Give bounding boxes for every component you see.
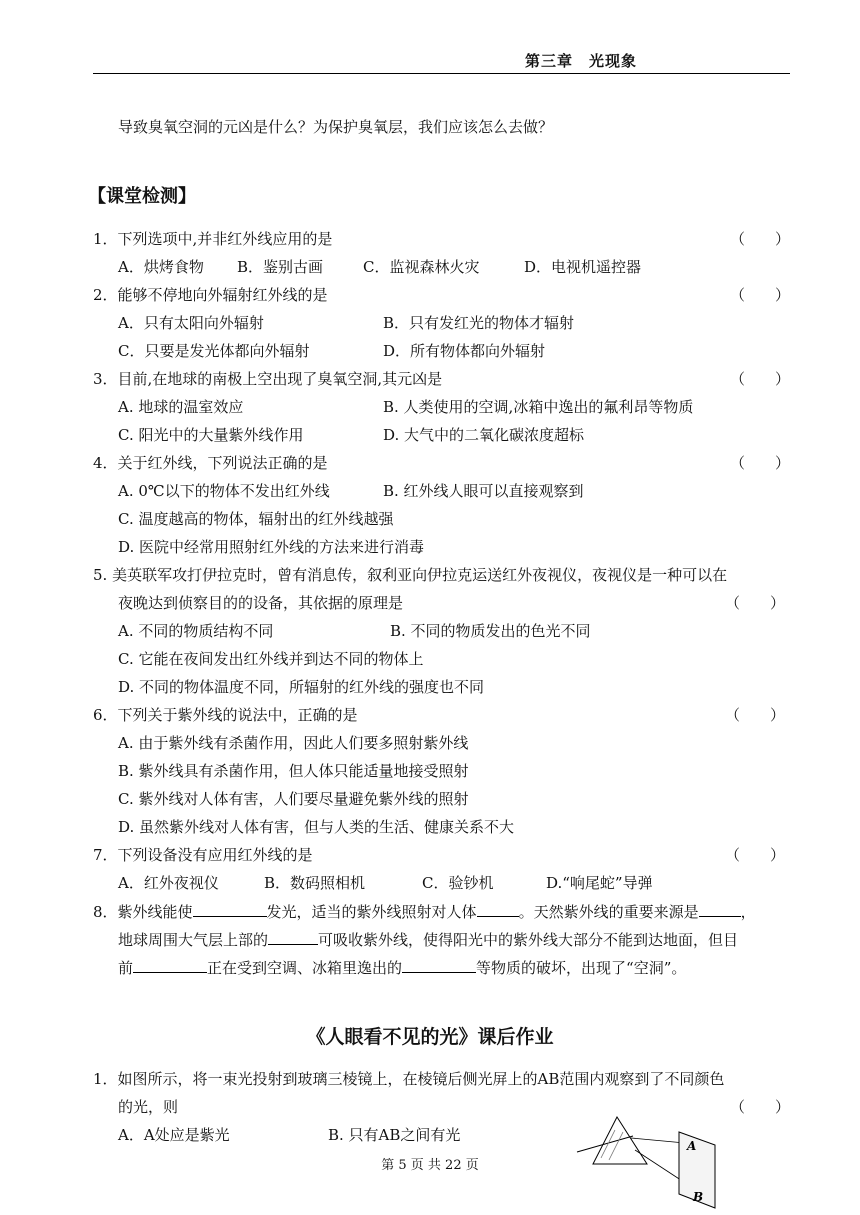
- section-title: 【课堂检测】: [88, 186, 196, 207]
- q6-answer-paren: （ ）: [724, 706, 785, 724]
- q4-option-a: A. 0℃以下的物体不发出红外线: [118, 482, 330, 500]
- q8-blank-6[interactable]: [402, 956, 476, 973]
- q8-line1: 8．紫外线能使 发光，适当的紫外线照射对人体 。天然紫外线的重要来源是 ，: [93, 900, 756, 922]
- q6-option-a: A. 由于紫外线有杀菌作用，因此人们要多照射紫外线: [118, 734, 469, 752]
- q5-option-b: B. 不同的物质发出的色光不同: [390, 622, 591, 640]
- q2-option-d: D．所有物体都向外辐射: [383, 342, 546, 360]
- q1-stem: 1．下列选项中,并非红外线应用的是: [93, 230, 333, 248]
- intro-question: 导致臭氧空洞的元凶是什么？为保护臭氧层，我们应该怎么去做？: [118, 118, 554, 136]
- q8-blank-5[interactable]: [133, 956, 207, 973]
- q7-option-c: C．验钞机: [422, 874, 494, 892]
- q8-line3: 前 正在受到空调、冰箱里逸出的 等物质的破坏，出现了“空洞”。: [118, 956, 686, 978]
- q5-stem-line2: 夜晚达到侦察目的的设备，其依据的原理是: [118, 594, 404, 612]
- q4-answer-paren: （ ）: [729, 454, 790, 472]
- q3-option-c: C. 阳光中的大量紫外线作用: [118, 426, 304, 444]
- q1-option-c: C．监视森林火灾: [363, 258, 480, 276]
- q5-answer-paren: （ ）: [724, 594, 785, 612]
- hw-q1-option-a: A．A处应是紫光: [118, 1126, 230, 1144]
- q4-option-c: C. 温度越高的物体，辐射出的红外线越强: [118, 510, 394, 528]
- q3-option-d: D. 大气中的二氧化碳浓度超标: [383, 426, 585, 444]
- q6-option-b: B. 紫外线具有杀菌作用，但人体只能适量地接受照射: [118, 762, 469, 780]
- q3-option-b: B. 人类使用的空调,冰箱中逸出的氟利昂等物质: [383, 398, 694, 416]
- label-b: B: [693, 1190, 704, 1204]
- q7-option-b: B．数码照相机: [264, 874, 366, 892]
- q1-option-b: B．鉴别古画: [237, 258, 324, 276]
- q5-stem-line1: 5. 美英联军攻打伊拉克时，曾有消息传，叙利亚向伊拉克运送红外夜视仪，夜视仪是一种可以在: [93, 566, 728, 584]
- q6-option-c: C. 紫外线对人体有害，人们要尽量避免紫外线的照射: [118, 790, 469, 808]
- q2-option-b: B．只有发红光的物体才辐射: [383, 314, 575, 332]
- label-a: A: [687, 1139, 697, 1153]
- chapter-header: 第三章 光现象: [525, 52, 638, 70]
- page-footer: 第 5 页 共 22 页: [381, 1158, 479, 1173]
- q5-option-c: C. 它能在夜间发出红外线并到达不同的物体上: [118, 650, 424, 668]
- q2-option-a: A．只有太阳向外辐射: [118, 314, 264, 332]
- q8-blank-3[interactable]: [699, 900, 741, 917]
- q8-line2: 地球周围大气层上部的 可吸收紫外线，使得阳光中的紫外线大部分不能到达地面，但目: [118, 928, 738, 950]
- hw-q1-option-b: B. 只有AB之间有光: [328, 1126, 461, 1144]
- q8-blank-4[interactable]: [268, 928, 318, 945]
- q5-option-d: D. 不同的物体温度不同，所辐射的红外线的强度也不同: [118, 678, 485, 696]
- hw-q1-stem-line2: 的光，则: [118, 1098, 179, 1116]
- q8-blank-1[interactable]: [193, 900, 267, 917]
- q4-option-b: B. 红外线人眼可以直接观察到: [383, 482, 584, 500]
- q2-option-c: C．只要是发光体都向外辐射: [118, 342, 310, 360]
- q7-option-d: D.“响尾蛇”导弹: [546, 874, 653, 892]
- q2-stem: 2．能够不停地向外辐射红外线的是: [93, 286, 328, 304]
- q3-answer-paren: （ ）: [729, 370, 790, 388]
- refracted-ray-upper: [631, 1138, 685, 1143]
- q3-option-a: A. 地球的温室效应: [118, 398, 244, 416]
- q3-stem: 3．目前,在地球的南极上空出现了臭氧空洞,其元凶是: [93, 370, 443, 388]
- q2-answer-paren: （ ）: [729, 286, 790, 304]
- hw-q1-answer-paren: （ ）: [729, 1098, 790, 1116]
- q8-blank-2[interactable]: [477, 900, 519, 917]
- q6-option-d: D. 虽然紫外线对人体有害，但与人类的生活、健康关系不大: [118, 818, 515, 836]
- q1-answer-paren: （ ）: [729, 230, 790, 248]
- q6-stem: 6．下列关于紫外线的说法中，正确的是: [93, 706, 358, 724]
- q4-stem: 4．关于红外线，下列说法正确的是: [93, 454, 328, 472]
- q1-option-d: D．电视机遥控器: [524, 258, 642, 276]
- homework-title: 《人眼看不见的光》课后作业: [306, 1026, 554, 1048]
- q7-answer-paren: （ ）: [724, 846, 785, 864]
- q7-option-a: A．红外夜视仪: [118, 874, 219, 892]
- header-rule: [93, 73, 790, 74]
- q5-option-a: A. 不同的物质结构不同: [118, 622, 274, 640]
- hw-q1-stem-line1: 1．如图所示，将一束光投射到玻璃三棱镜上，在棱镜后侧光屏上的AB范围内观察到了不同颜色: [93, 1070, 725, 1088]
- q7-stem: 7．下列设备没有应用红外线的是: [93, 846, 313, 864]
- q1-option-a: A．烘烤食物: [118, 258, 204, 276]
- q4-option-d: D. 医院中经常用照射红外线的方法来进行消毒: [118, 538, 425, 556]
